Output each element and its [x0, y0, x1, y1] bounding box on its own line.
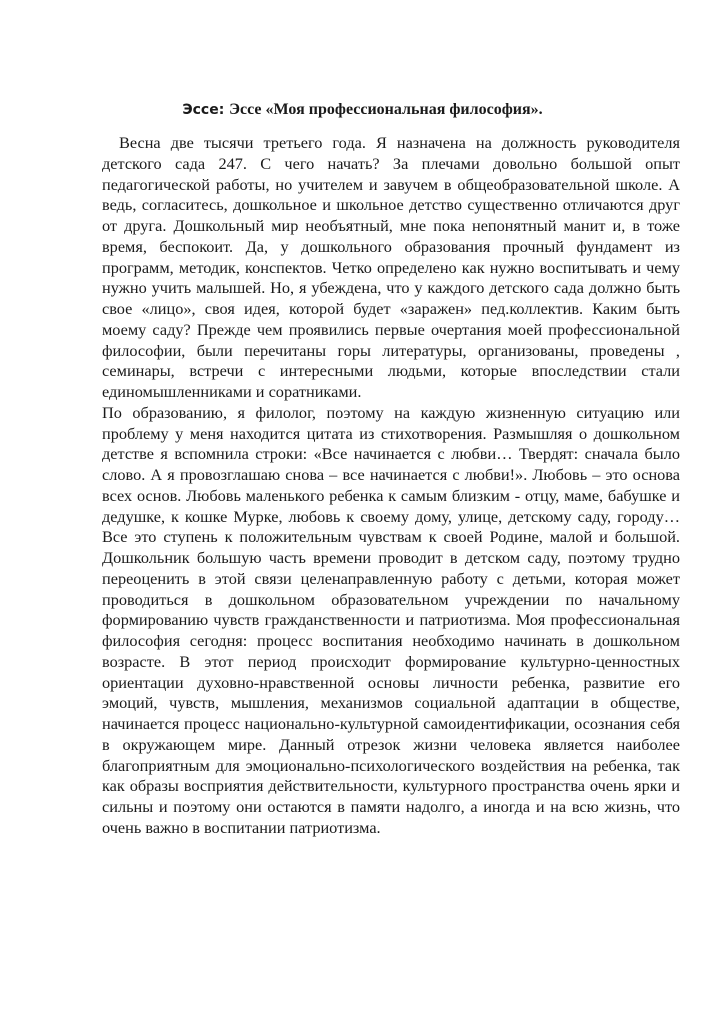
title-prefix: Эссе:: [182, 102, 230, 118]
title-text: Эссе «Моя профессиональная философия».: [229, 101, 543, 118]
paragraph-2: По образованию, я филолог, поэтому на каждую жизненную ситуацию или проблему у меня находится цитата из стихотворения. Размышляя о дошкольном детстве я вспомнила строки: «Все начинается с любви… Твердят: сначала было слово. А я провозглашаю снова – все начинается с любви!». Любовь – это основа всех основ. Любовь маленького ребенка к самым близким - отцу, маме, бабушке и дедушке, к кошке Мурке, любовь к своему дому, улице, детскому саду, городу… Все это ступень к положительным чувствам к своей Родине, малой и большой. Дошкольник большую часть времени проводит в детском саду, поэтому трудно переоценить в этой связи целенаправленную работу с детьми, которая может проводиться в дошкольном образовательном учреждении по начальному формированию чувств гражданственности и патриотизма. Моя профессиональная философия сегодня: процесс воспитания необходимо начинать в дошкольном возрасте. В этот период происходит формирование культурно-ценностных ориентации духовно-нравственной основы личности ребенка, развитие его эмоций, чувств, мышления, механизмов социальной адаптации в обществе, начинается процесс национально-культурной самоидентификации, осознания себя в окружающем мире. Данный отрезок жизни человека является наиболее благоприятным для эмоционально-психологического воздействия на ребенка, так как образы восприятия действительности, культурного пространства очень ярки и сильны и поэтому они остаются в памяти надолго, а иногда и на всю жизнь, что очень важно в воспитании патриотизма.: [102, 402, 680, 837]
document-title: [0, 101, 725, 119]
paragraph-1: Весна две тысячи третьего года. Я назначена на должность руководителя детского сада 247. С чего начать? За плечами довольно большой опыт педагогической работы, но учителем и завучем в общеобразовательной школе. А ведь, согласитесь, дошкольное и школьное детство существенно отличаются друг от друга. Дошкольный мир необъятный, мне пока непонятный манит и, в тоже время, беспокоит. Да, у дошкольного образования прочный фундамент из программ, методик, конспектов. Четко определено как нужно воспитывать и чему нужно учить малышей. Но, я убеждена, что у каждого детского сада должно быть свое «лицо», своя идея, которой будет «заражен» пед.коллектив. Каким быть моему саду? Прежде чем проявились первые очертания моей профессиональной философии, были перечитаны горы литературы, организованы, проведены , семинары, встречи с интересными людьми, которые впоследствии стали единомышленниками и соратниками.: [102, 133, 680, 401]
document-body: [102, 133, 680, 839]
